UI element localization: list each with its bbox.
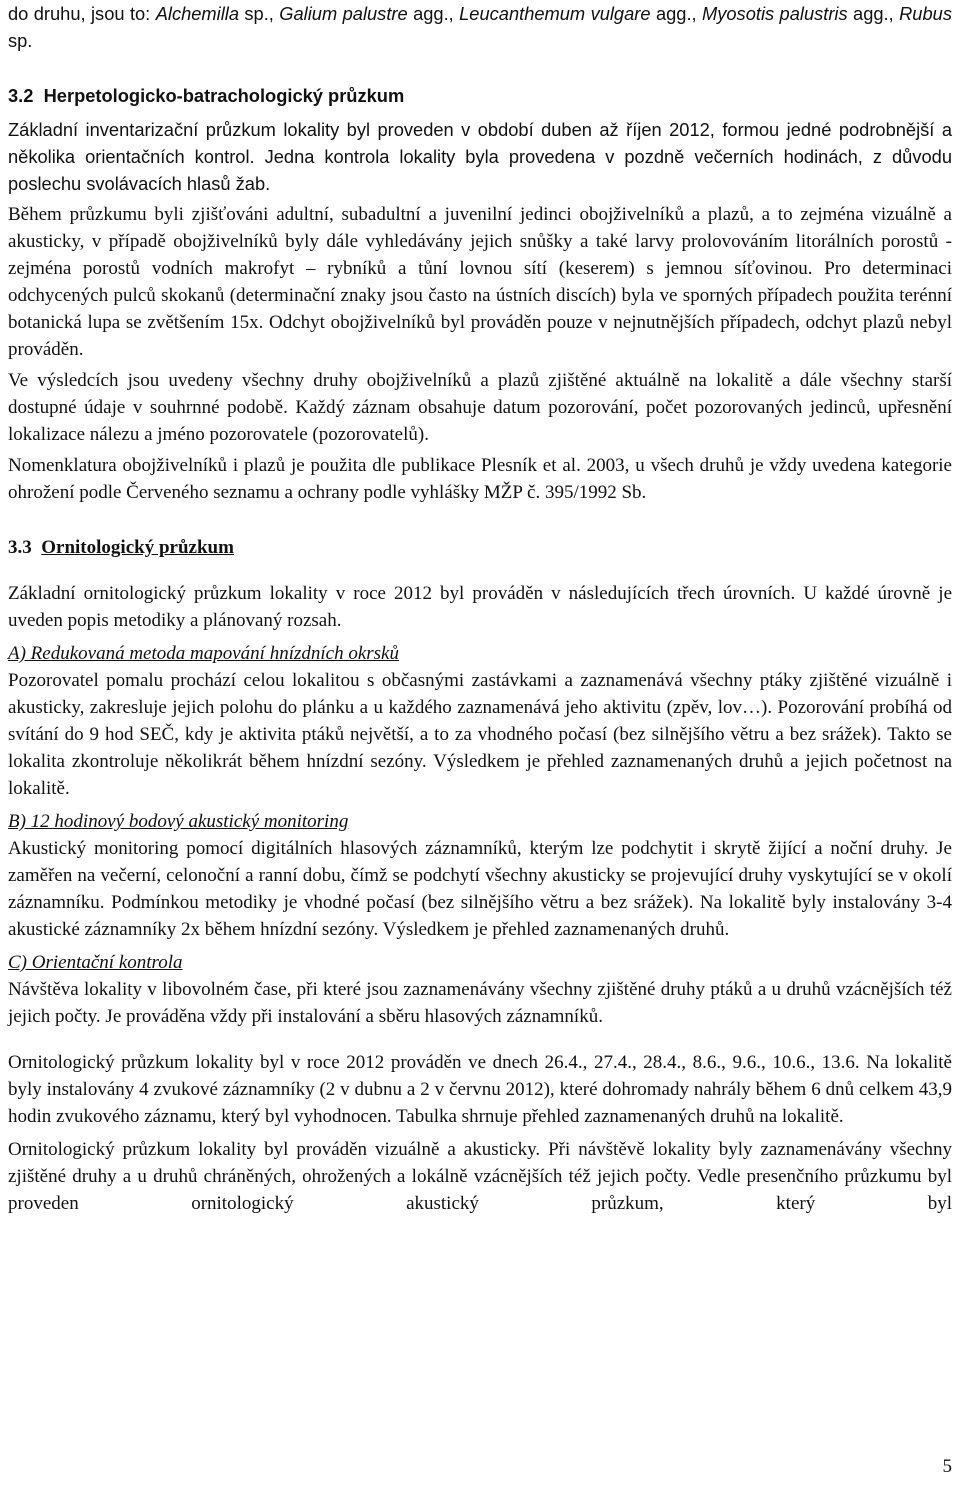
section-heading-3-3 xyxy=(8,534,952,561)
species-name: Leucanthemum vulgare xyxy=(459,3,651,24)
intro-species-line xyxy=(8,0,952,54)
sec33-paragraph-1: Základní ornitologický průzkum lokality v roce 2012 byl prováděn v následujících třech úrovních. U každé úrovně je uveden popis metodiky a plánovaný rozsah. xyxy=(8,583,952,631)
sec32-paragraph-4: Nomenklatura obojživelníků i plazů je použita dle publikace Plesník et al. 2003, u všech druhů je vždy uvedena kategorie ohrožení podle Červeného seznamu a ochrany podle vyhlášky MŽP č. 395/1992 Sb. xyxy=(8,455,952,503)
sec33-paragraph-3: Ornitologický průzkum lokality byl prováděn vizuálně a akusticky. Při návštěvě lokality byly zaznamenávány všechny zjištěné druhy a u druhů chráněných, ohrožených a lokálně vzácnějších též jejich počty. Vedle presenčního průzkumu byl proveden ornitologický akustický průzkum, který byl xyxy=(8,1139,952,1214)
sec32-paragraph-1: Základní inventarizační průzkum lokality byl proveden v období duben až říjen 2012, formou jedné podrobnější a několika orientačních kontrol. Jedna kontrola lokality byla provedena v pozdně večerních hodinách, z důvodu poslechu svolávacích hlasů žab. xyxy=(8,119,952,194)
method-b-title: B) 12 hodinový bodový akustický monitoring xyxy=(8,811,349,832)
section-heading-3-2 xyxy=(8,82,952,109)
section-number: 3.2 xyxy=(8,85,34,106)
intro-sep: sp., xyxy=(239,3,280,24)
sec32-paragraph-2: Během průzkumu byli zjišťováni adultní, subadultní a juvenilní jedinci obojživelníků a plazů, a to zejména vizuálně a akusticky, v případě obojživelníků byly dále vyhledávány jejich snůšky a také larvy prolovováním litorálních porostů - zejména porostů vodních makrofyt – rybníků a tůní lovnou sítí (keserem) s jemnou síťovinou. Pro determinaci odchycených pulců skokanů (determinační znaky jsou často na ústních discích) byla ve sporných případech použita terénní botanická lupa se zvětšením 15x. Odchyt obojživelníků byl prováděn pouze v nejnutnějších případech, odchyt plazů nebyl prováděn. xyxy=(8,204,952,360)
species-name: Alchemilla xyxy=(155,3,239,24)
intro-sep: agg., xyxy=(847,3,900,24)
method-c-title: C) Orientační kontrola xyxy=(8,952,183,973)
intro-prefix: do druhu, jsou to: xyxy=(8,3,156,24)
method-a-title: A) Redukovaná metoda mapování hnízdních okrsků xyxy=(8,643,399,664)
page-number: 5 xyxy=(942,1456,952,1477)
method-b-text: Akustický monitoring pomocí digitálních hlasových záznamníků, kterým lze podchytit i skrytě žijící a noční druhy. Je zaměřen na večerní, celonoční a ranní dobu, čímž se podchytí všechny akusticky se projevující druhy vyskytující se v okolí záznamníku. Podmínkou metodiky je vhodné počasí (bez silnějšího větru a bez srážek). Na lokalitě byly instalovány 3-4 akustické záznamníky 2x během hnízdní sezóny. Výsledkem je přehled zaznamenaných druhů. xyxy=(8,838,952,940)
method-c-text: Návštěva lokality v libovolném čase, při které jsou zaznamenávány všechny zjištěné druhy ptáků a u druhů vzácnějších též jejich počty. Je prováděna vždy při instalování a sběru hlasových záznamníků. xyxy=(8,979,952,1027)
species-name: Rubus xyxy=(899,3,952,24)
section-title: Ornitologický průzkum xyxy=(41,537,234,558)
sec32-paragraph-3: Ve výsledcích jsou uvedeny všechny druhy obojživelníků a plazů zjištěné aktuálně na lokalitě a dále všechny starší dostupné údaje v souhrnné podobě. Každý záznam obsahuje datum pozorování, počet pozorovaných jedinců, upřesnění lokalizace nálezu a jméno pozorovatele (pozorovatelů). xyxy=(8,370,952,445)
species-name: Myosotis palustris xyxy=(702,3,848,24)
intro-sep: agg., xyxy=(650,3,703,24)
sec33-paragraph-2: Ornitologický průzkum lokality byl v roce 2012 prováděn ve dnech 26.4., 27.4., 28.4., 8.6., 9.6., 10.6., 13.6. Na lokalitě byly instalovány 4 zvukové záznamníky (2 v dubnu a 2 v červnu 2012), které dohromady nahrály během 6 dnů celkem 43,9 hodin zvukového záznamu, který byl vyhodnocen. Tabulka shrnuje přehled zaznamenaných druhů na lokalitě. xyxy=(8,1052,952,1127)
document-page xyxy=(8,0,952,1217)
intro-sep: sp. xyxy=(8,30,33,51)
method-a-text: Pozorovatel pomalu prochází celou lokalitou s občasnými zastávkami a zaznamenává všechny ptáky zjištěné vizuálně i akusticky, zakresluje jejich polohu do plánku a u každého zaznamenává jeho aktivitu (zpěv, lov…). Pozorování probíhá od svítání do 9 hod SEČ, kdy je aktivita ptáků největší, a to za vhodného počasí (bez silnějšího větru a bez srážek). Takto se lokalita zkontroluje několikrát během hnízdní sezóny. Výsledkem je přehled zaznamenaných druhů a jejich početnost na lokalitě. xyxy=(8,670,952,799)
section-title: Herpetologicko-batrachologický průzkum xyxy=(43,85,405,106)
intro-sep: agg., xyxy=(407,3,460,24)
species-name: Galium palustre xyxy=(279,3,408,24)
section-number: 3.3 xyxy=(8,537,32,558)
